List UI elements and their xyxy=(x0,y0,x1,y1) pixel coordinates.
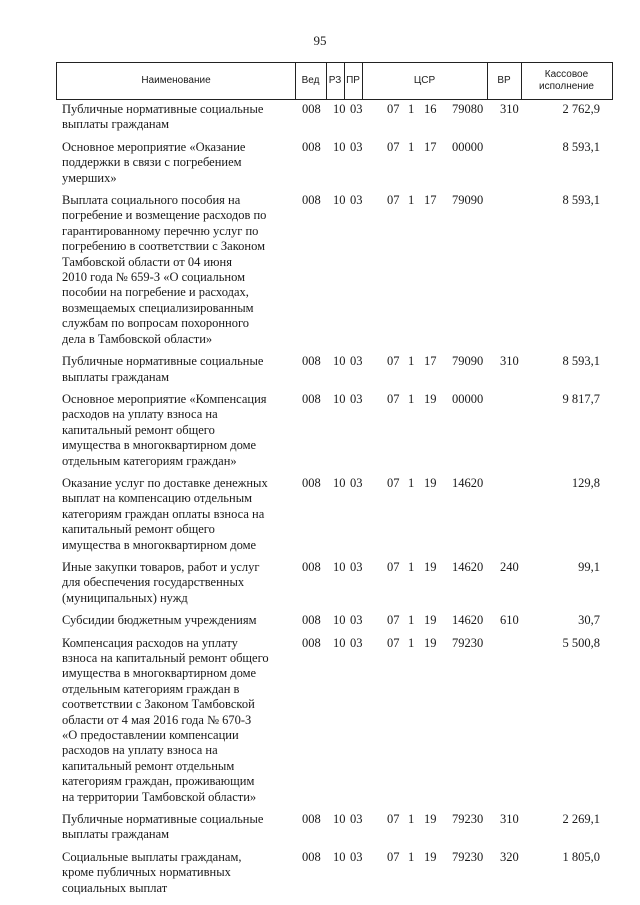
row-sum: 8 593,1 xyxy=(562,354,600,369)
row-csr-event: 19 xyxy=(424,391,437,406)
row-csr-code: 00000 xyxy=(452,391,484,406)
row-name: Основное мероприятие «Оказание поддержки в связи с погребением умерших» xyxy=(62,139,246,185)
row-vr: 320 xyxy=(500,849,519,864)
row-csr-event: 19 xyxy=(424,635,437,650)
row-csr-event: 19 xyxy=(424,559,437,574)
row-csr-code: 79090 xyxy=(452,193,484,208)
row-csr-code: 14620 xyxy=(452,559,484,574)
row-sum: 9 817,7 xyxy=(562,391,600,406)
row-rz: 10 xyxy=(333,812,346,827)
row-sum: 1 805,0 xyxy=(562,849,600,864)
row-csr-program: 07 xyxy=(387,559,400,574)
page-number: 95 xyxy=(313,33,327,48)
row-csr-subprogram: 1 xyxy=(408,193,415,208)
row-csr-event: 16 xyxy=(424,102,437,116)
row-csr-subprogram: 1 xyxy=(408,635,415,650)
row-csr-subprogram: 1 xyxy=(408,102,415,116)
row-csr-subprogram: 1 xyxy=(408,391,415,406)
table-body xyxy=(0,102,640,903)
row-sum: 5 500,8 xyxy=(562,635,600,650)
row-rz: 10 xyxy=(333,139,346,154)
row-rz: 10 xyxy=(333,559,346,574)
row-csr-subprogram: 1 xyxy=(408,812,415,827)
row-pr: 03 xyxy=(350,559,363,574)
row-ved: 008 xyxy=(302,193,321,208)
row-csr-code: 79230 xyxy=(452,849,484,864)
table-row xyxy=(0,193,640,347)
row-csr-program: 07 xyxy=(387,193,400,208)
table-row xyxy=(0,850,640,896)
table-row xyxy=(0,392,640,469)
row-sum: 99,1 xyxy=(578,559,600,574)
row-sum: 8 593,1 xyxy=(562,193,600,208)
row-name: Публичные нормативные социальные выплаты гражданам xyxy=(62,812,264,842)
row-name: Компенсация расходов на уплату взноса на капитальный ремонт общего имущества в многоквартирном доме отдельным категориям граждан в соответствии с Законом Тамбовской области от 4 мая 2016 года № 670-З «О предоставлении компенсации расходов на уплату взноса на капитальный ремонт отдельным категориям граждан, проживающим на территории Тамбовской области» xyxy=(62,635,269,804)
row-csr-code: 14620 xyxy=(452,475,484,490)
row-csr-code: 14620 xyxy=(452,613,484,628)
row-sum: 30,7 xyxy=(578,613,600,628)
row-vr: 240 xyxy=(500,559,519,574)
row-vr: 610 xyxy=(500,613,519,628)
header-pr: ПР xyxy=(346,75,360,86)
table-row xyxy=(0,140,640,186)
row-name: Публичные нормативные социальные выплаты гражданам xyxy=(62,102,264,132)
row-vr: 310 xyxy=(500,812,519,827)
row-csr-subprogram: 1 xyxy=(408,139,415,154)
row-ved: 008 xyxy=(302,613,321,628)
row-name: Социальные выплаты гражданам, кроме публичных нормативных социальных выплат xyxy=(62,849,242,895)
row-csr-event: 19 xyxy=(424,613,437,628)
row-name: Выплата социального пособия на погребение и возмещение расходов по гарантированному перечню услуг по погребению в соответствии с Законом Тамбовской области от 04 июня 2010 года № 659-З «О социальном пособии на погребение и расходах, возмещаемых специализированным службам по вопросам похоронного дела в Тамбовской области» xyxy=(62,193,267,346)
table-row xyxy=(0,560,640,606)
header-sum: Кассовое исполнение xyxy=(539,69,594,92)
row-csr-program: 07 xyxy=(387,613,400,628)
row-csr-program: 07 xyxy=(387,139,400,154)
row-rz: 10 xyxy=(333,849,346,864)
row-ved: 008 xyxy=(302,102,321,116)
row-csr-program: 07 xyxy=(387,635,400,650)
row-csr-event: 17 xyxy=(424,139,437,154)
row-pr: 03 xyxy=(350,139,363,154)
row-pr: 03 xyxy=(350,391,363,406)
row-rz: 10 xyxy=(333,635,346,650)
row-ved: 008 xyxy=(302,812,321,827)
row-ved: 008 xyxy=(302,475,321,490)
row-rz: 10 xyxy=(333,475,346,490)
row-pr: 03 xyxy=(350,849,363,864)
row-sum: 8 593,1 xyxy=(562,139,600,154)
table-header xyxy=(56,62,613,100)
row-csr-program: 07 xyxy=(387,812,400,827)
row-vr: 310 xyxy=(500,354,519,369)
row-csr-program: 07 xyxy=(387,849,400,864)
row-pr: 03 xyxy=(350,193,363,208)
row-sum: 2 269,1 xyxy=(562,812,600,827)
row-csr-program: 07 xyxy=(387,391,400,406)
row-csr-code: 79090 xyxy=(452,354,484,369)
table-row xyxy=(0,476,640,553)
row-rz: 10 xyxy=(333,193,346,208)
header-name: Наименование xyxy=(141,75,211,86)
row-pr: 03 xyxy=(350,475,363,490)
row-csr-subprogram: 1 xyxy=(408,354,415,369)
row-pr: 03 xyxy=(350,354,363,369)
row-csr-event: 19 xyxy=(424,812,437,827)
row-ved: 008 xyxy=(302,849,321,864)
row-csr-program: 07 xyxy=(387,102,400,116)
row-name: Основное мероприятие «Компенсация расходов на уплату взноса на капитальный ремонт общего имущества в многоквартирном доме отдельным категориям граждан» xyxy=(62,391,267,468)
row-sum: 129,8 xyxy=(571,475,600,490)
row-name: Публичные нормативные социальные выплаты гражданам xyxy=(62,354,264,384)
row-rz: 10 xyxy=(333,613,346,628)
header-vr: ВР xyxy=(497,75,511,86)
header-ved: Вед xyxy=(301,75,320,86)
row-csr-subprogram: 1 xyxy=(408,613,415,628)
row-csr-event: 17 xyxy=(424,354,437,369)
table-row xyxy=(0,354,640,385)
row-name: Субсидии бюджетным учреждениям xyxy=(62,613,257,628)
row-rz: 10 xyxy=(333,354,346,369)
row-pr: 03 xyxy=(350,613,363,628)
row-pr: 03 xyxy=(350,812,363,827)
row-pr: 03 xyxy=(350,102,363,116)
row-ved: 008 xyxy=(302,559,321,574)
row-ved: 008 xyxy=(302,354,321,369)
table-row xyxy=(0,636,640,805)
row-sum: 2 762,9 xyxy=(562,102,600,116)
row-csr-code: 79230 xyxy=(452,635,484,650)
row-csr-event: 19 xyxy=(424,475,437,490)
row-ved: 008 xyxy=(302,139,321,154)
header-csr: ЦСР xyxy=(413,75,436,86)
row-csr-code: 00000 xyxy=(452,139,484,154)
row-name: Оказание услуг по доставке денежных выплат на компенсацию отдельным категориям граждан оплаты взноса на капитальный ремонт общего имущества в многоквартирном доме xyxy=(62,475,268,552)
row-vr: 310 xyxy=(500,102,519,116)
row-csr-code: 79080 xyxy=(452,102,484,116)
row-csr-program: 07 xyxy=(387,354,400,369)
row-csr-program: 07 xyxy=(387,475,400,490)
table-row xyxy=(0,613,640,628)
row-ved: 008 xyxy=(302,391,321,406)
row-csr-subprogram: 1 xyxy=(408,849,415,864)
row-ved: 008 xyxy=(302,635,321,650)
row-csr-subprogram: 1 xyxy=(408,475,415,490)
row-name: Иные закупки товаров, работ и услуг для обеспечения государственных (муниципальных) нужд xyxy=(62,559,260,605)
table-row xyxy=(0,102,640,133)
row-csr-code: 79230 xyxy=(452,812,484,827)
row-pr: 03 xyxy=(350,635,363,650)
table-row xyxy=(0,812,640,843)
row-csr-event: 17 xyxy=(424,193,437,208)
row-rz: 10 xyxy=(333,391,346,406)
row-rz: 10 xyxy=(333,102,346,116)
row-csr-subprogram: 1 xyxy=(408,559,415,574)
row-csr-event: 19 xyxy=(424,849,437,864)
header-rz: РЗ xyxy=(328,75,342,86)
